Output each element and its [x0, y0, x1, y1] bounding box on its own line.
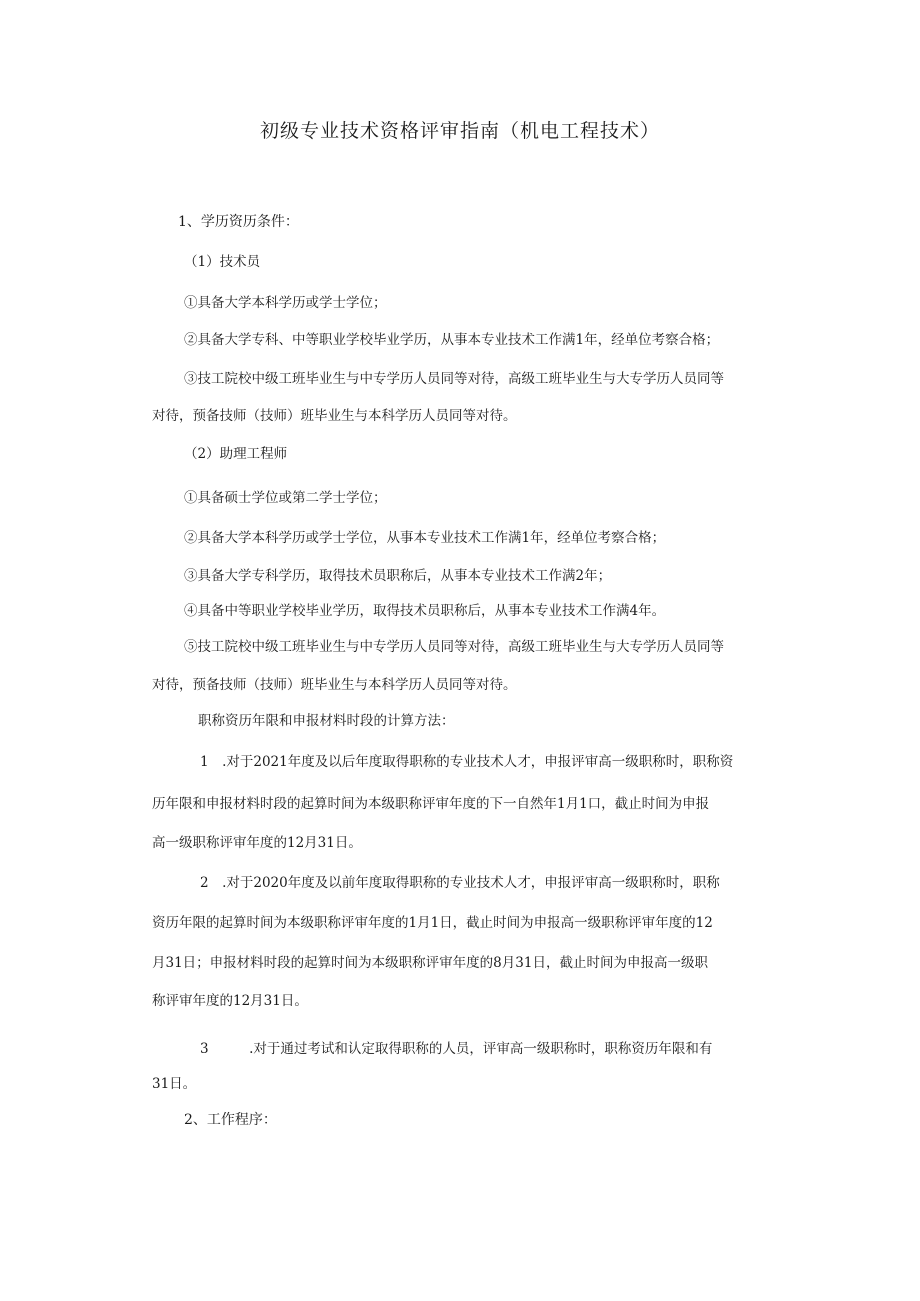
- paragraph-line: 高一级职称评审年度的12月31日。: [152, 835, 362, 851]
- paragraph-line: 历年限和申报材料时段的起算时间为本级职称评审年度的下一自然年1月1口，截止时间为申报: [152, 796, 710, 812]
- paragraph-line: ②具备大学专科、中等职业学校毕业学历，从事本专业技术工作满1年，经单位考察合格；: [184, 332, 720, 348]
- paragraph-line: ③具备大学专科学历，取得技术员职称后，从事本专业技术工作满2年；: [184, 568, 612, 584]
- paragraph-line: ⑤技工院校中级工班毕业生与中专学历人员同等对待，高级工班毕业生与大专学历人员同等: [184, 639, 724, 655]
- paragraph-line: ①具备大学本科学历或学士学位；: [184, 295, 387, 311]
- calculation-method-heading: 职称资历年限和申报材料时段的计算方法：: [198, 713, 455, 729]
- document-title: 初级专业技术资格评审指南（机电工程技术）: [259, 120, 660, 142]
- paragraph-line: 对待，预备技师（技师）班毕业生与本科学历人员同等对待。: [152, 408, 517, 424]
- paragraph-line: 资历年限的起算时间为本级职称评审年度的1月1日，截止时间为申报高一级职称评审年度的12: [152, 915, 713, 931]
- paragraph-line: ②具备大学本科学历或学士学位，从事本专业技术工作满1年，经单位考察合格；: [184, 530, 666, 546]
- section-heading-1: 1、学历资历条件：: [178, 214, 299, 230]
- subsection-heading-assistant-engineer: （2）助理工程师: [184, 446, 288, 462]
- paragraph-line: 31日。: [152, 1076, 197, 1092]
- paragraph-line: 称评审年度的12月31日。: [152, 993, 308, 1009]
- subsection-heading-technician: （1）技术员: [184, 254, 261, 270]
- paragraph-line: 对待，预备技师（技师）班毕业生与本科学历人员同等对待。: [152, 677, 517, 693]
- paragraph-line: ③技工院校中级工班毕业生与中专学历人员同等对待，高级工班毕业生与大专学历人员同等: [184, 371, 724, 387]
- paragraph-line: 月31日；申报材料时段的起算时间为本级职称评审年度的8月31日，截止时间为申报高一级职: [152, 955, 708, 971]
- paragraph-line: 2 .对于2020年度及以前年度取得职称的专业技术人才，申报评审高一级职称时，职称: [200, 875, 720, 891]
- section-heading-2: 2、工作程序：: [184, 1112, 277, 1128]
- paragraph-line: ④具备中等职业学校毕业学历，取得技术员职称后，从事本专业技术工作满4年。: [184, 603, 666, 619]
- paragraph-line: ①具备硕士学位或第二学士学位；: [184, 490, 387, 506]
- paragraph-line: 3 .对于通过考试和认定取得职称的人员，评审高一级职称时，职称资历年限和有: [200, 1041, 713, 1057]
- paragraph-line: 1 .对于2021年度及以后年度取得职称的专业技术人才，申报评审高一级职称时，职称资: [200, 754, 734, 770]
